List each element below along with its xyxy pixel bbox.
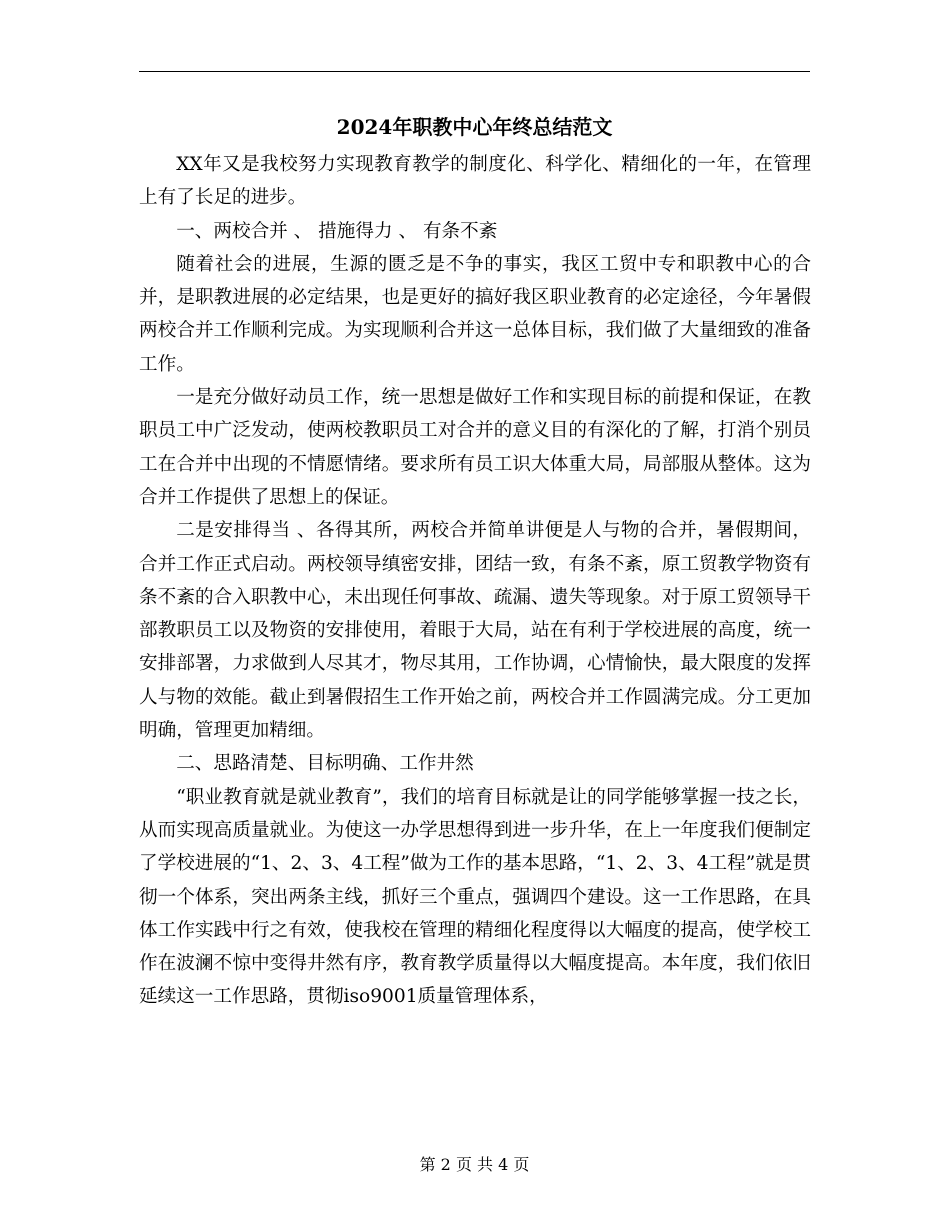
document-body <box>139 148 811 1014</box>
intro-paragraph: XX年又是我校努力实现教育教学的制度化、科学化、精细化的一年，在管理上有了长足的进步。 <box>139 154 811 209</box>
header-rule <box>139 71 810 72</box>
body-paragraph: 二是安排得当 、各得其所，两校合并简单讲便是人与物的合并，暑假期间，合并工作正式启动。两校领导缜密安排，团结一致，有条不紊，原工贸教学物资有条不紊的合入职教中心，未出现任何事故、疏漏、遗失等现象。对于原工贸领导干部教职员工以及物资的安排使用，着眼于大局，站在有利于学校进展的高度，统一安排部署，力求做到人尽其才，物尽其用，工作协调，心情愉快，最大限度的发挥人与物的效能。截止到暑假招生工作开始之前，两校合并工作圆满完成。分工更加明确，管理更加精细。 <box>139 520 811 742</box>
section-heading-2: 二、思路清楚、目标明确、工作井然 <box>176 753 474 775</box>
section-heading-1: 一、两校合并 、 措施得力 、 有条不紊 <box>176 220 498 242</box>
document-title: 2024年职教中心年终总结范文 <box>336 115 613 139</box>
body-paragraph: 一是充分做好动员工作，统一思想是做好工作和实现目标的前提和保证，在教职员工中广泛发动，使两校教职员工对合并的意义目的有深化的了解，打消个别员工在合并中出现的不情愿情绪。要求所有员工识大体重大局，局部服从整体。这为合并工作提供了思想上的保证。 <box>139 387 811 508</box>
body-paragraph: “职业教育就是就业教育”，我们的培育目标就是让的同学能够掌握一技之长，从而实现高质量就业。为使这一办学思想得到进一步升华，在上一年度我们便制定了学校进展的“1、2、3、4工程”做为工作的基本思路，“1、2、3、4工程”就是贯彻一个体系，突出两条主线，抓好三个重点，强调四个建设。这一工作思路，在具体工作实践中行之有效，使我校在管理的精细化程度得以大幅度的提高，使学校工作在波澜不惊中变得井然有序，教育教学质量得以大幅度提高。本年度，我们依旧延续这一工作思路，贯彻iso9001质量管理体系， <box>139 786 811 1008</box>
body-paragraph: 随着社会的进展，生源的匮乏是不争的事实，我区工贸中专和职教中心的合并，是职教进展的必定结果，也是更好的搞好我区职业教育的必定途径，今年暑假两校合并工作顺利完成。为实现顺利合并这一总体目标，我们做了大量细致的准备工作。 <box>139 253 811 375</box>
page-number: 第 2 页 共 4 页 <box>419 1155 530 1174</box>
